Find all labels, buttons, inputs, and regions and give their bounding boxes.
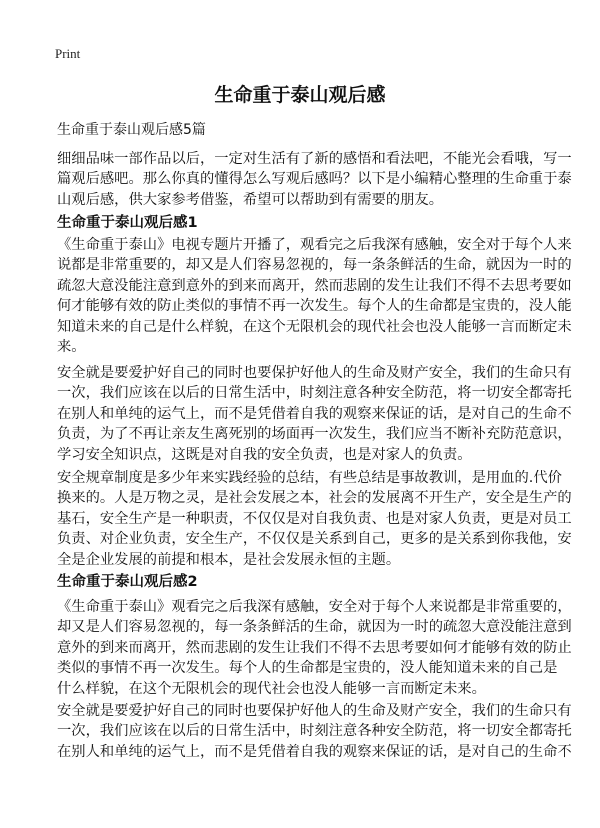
text-line: 一次，我们应该在以后的日常生活中，时刻注意各种安全防范，将一切安全都寄托 [57, 385, 572, 402]
paragraph [57, 701, 572, 762]
text-line: 疏忽大意没能注意到意外的到来而离开，然而悲剧的发生让我们不得不去思考要如 [57, 277, 572, 294]
section-heading-1: 生命重于泰山观后感1 [57, 215, 198, 231]
text-line: 类似的事情不再一次发生。每个人的生命都是宝贵的，没人能知道未来的自己是 [57, 660, 558, 677]
text-line: 负责、对企业负责，安全生产，不仅仅是关系到自己，更多的是关系到你我他，安 [57, 531, 572, 548]
text-line: 说都是非常重要的，却又是人们容易忽视的，每一条条鲜活的生命，就因为一时的 [57, 257, 572, 274]
text-line: 安全规章制度是多少年来实践经验的总结，有些总结是事故教训，是用血的.代价 [57, 470, 562, 486]
paragraph [57, 363, 572, 465]
text-line: 意外的到来而离开，然而悲剧的发生让我们不得不去思考要如何才能够有效的防止 [57, 639, 572, 656]
text-line: 细细品味一部作品以后，一定对生活有了新的感悟和看法吧，不能光会看哦，写一 [57, 151, 572, 167]
text-line: 全是企业发展的前提和根本，是社会发展永恒的主题。 [57, 551, 401, 568]
text-line: 安全就是要爱护好自己的同时也要保护好他人的生命及财产安全，我们的生命只有 [57, 365, 572, 381]
paragraph [57, 468, 572, 570]
text-line: 来。 [57, 338, 86, 355]
text-line: 基石，安全生产是一种职责，不仅仅是对自我负责、也是对家人负责，更是对员工 [57, 510, 572, 527]
intro-paragraph [57, 149, 572, 210]
text-line: 在别人和单纯的运气上，而不是凭借着自我的观察来保证的话，是对自己的生命不 [57, 405, 572, 422]
text-line: 却又是人们容易忽视的，每一条条鲜活的生命，就因为一时的疏忽大意没能注意到 [57, 619, 572, 636]
print-link[interactable]: Print [55, 46, 81, 61]
text-line: 知道未来的自己是什么样貌，在这个无限机会的现代社会也没人能够一言而断定未 [57, 318, 572, 335]
text-line: 山观后感，供大家参考借鉴，希望可以帮助到有需要的朋友。 [57, 191, 444, 208]
section-heading-2: 生命重于泰山观后感2 [57, 574, 198, 590]
text-line: 篇观后感吧。那么你真的懂得怎么写观后感吗？以下是小编精心整理的生命重于泰 [57, 171, 572, 188]
text-line: 负责，为了不再让亲友生离死别的场面再一次发生，我们应当不断补充防范意识， [57, 426, 572, 443]
text-line: 《生命重于泰山》观看完之后我深有感触，安全对于每个人来说都是非常重要的， [57, 599, 572, 615]
text-line: 《生命重于泰山》电视专题片开播了，观看完之后我深有感触，安全对于每个人来 [57, 237, 572, 253]
text-line: 学习安全知识点，这既是对自我的安全负责，也是对家人的负责。 [57, 446, 472, 463]
text-line: 什么样貌，在这个无限机会的现代社会也没人能够一言而断定未来。 [57, 680, 486, 697]
text-line: 何才能够有效的防止类似的事情不再一次发生。每个人的生命都是宝贵的，没人能 [57, 298, 572, 315]
page-title: 生命重于泰山观后感 [214, 84, 386, 106]
paragraph [57, 235, 572, 357]
subtitle: 生命重于泰山观后感5篇 [57, 122, 206, 138]
text-line: 在别人和单纯的运气上，而不是凭借着自我的观察来保证的话，是对自己的生命不 [57, 743, 572, 760]
text-line: 一次，我们应该在以后的日常生活中，时刻注意各种安全防范，将一切安全都寄托 [57, 723, 572, 740]
text-line: 安全就是要爱护好自己的同时也要保护好他人的生命及财产安全，我们的生命只有 [57, 703, 572, 719]
paragraph [57, 597, 572, 699]
text-line: 换来的。人是万物之灵，是社会发展之本，社会的发展离不开生产，安全是生产的 [57, 490, 572, 507]
